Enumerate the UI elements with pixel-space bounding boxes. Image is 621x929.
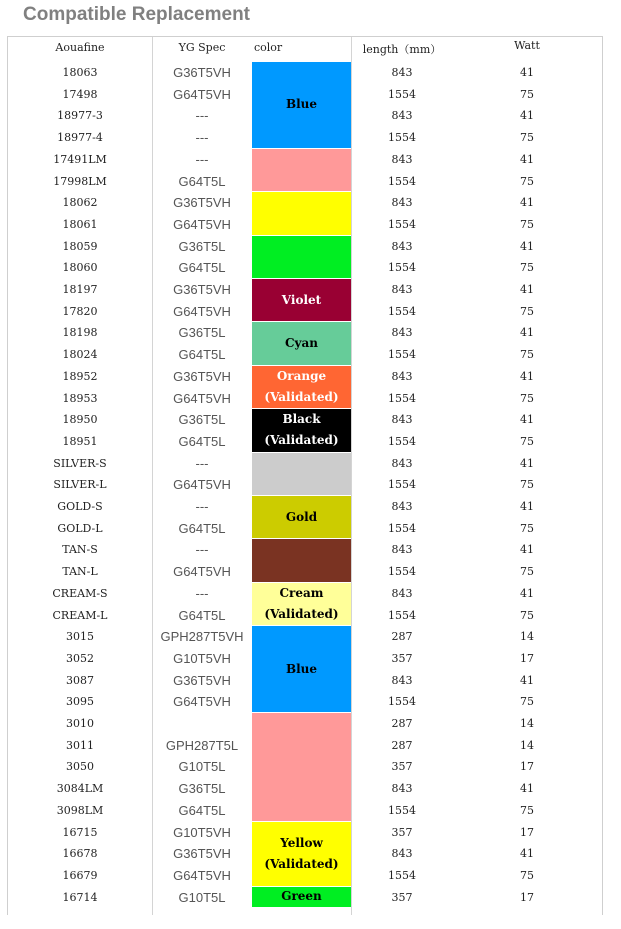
cell-length: 843 [391, 413, 413, 427]
color-swatch [252, 279, 351, 322]
cell-watt: 75 [520, 261, 534, 275]
color-label: Cyan [284, 336, 319, 351]
cell-watt: 41 [520, 283, 534, 296]
cell-spec: G10T5L [178, 889, 226, 905]
cell-length: 1554 [388, 478, 416, 492]
cell-aquafine: GOLD-S [57, 500, 103, 513]
replacement-table [7, 36, 603, 915]
page-title: Compatible Replacement [23, 4, 250, 25]
cell-length: 1554 [388, 565, 416, 579]
cell-spec: G36T5L [178, 325, 226, 341]
cell-aquafine: 3015 [66, 630, 94, 644]
cell-length: 843 [391, 283, 413, 296]
cell-aquafine: 3084LM [56, 782, 104, 796]
cell-spec: G64T5L [178, 347, 226, 363]
cell-spec: G36T5L [178, 238, 226, 254]
cell-aquafine: 17998LM [53, 174, 107, 188]
cell-length: 843 [391, 196, 413, 210]
cell-spec: G36T5VH [173, 195, 231, 211]
cell-watt: 41 [520, 196, 534, 210]
cell-spec: G64T5VH [173, 477, 231, 493]
color-label: (Validated) [264, 856, 339, 871]
header-aquafine: Aouafine [55, 41, 105, 54]
color-swatch [252, 583, 351, 626]
cell-aquafine: 18060 [62, 261, 98, 275]
cell-length: 843 [391, 586, 413, 600]
cell-aquafine: 16715 [62, 825, 98, 839]
color-swatch [252, 626, 351, 713]
color-swatch [252, 887, 351, 909]
cell-length: 843 [391, 152, 413, 166]
cell-watt: 75 [520, 608, 534, 622]
color-swatch [252, 496, 351, 539]
cell-watt: 41 [520, 456, 534, 470]
cell-watt: 75 [520, 131, 534, 145]
cell-spec: G64T5L [178, 802, 226, 818]
cell-aquafine: 17498 [62, 87, 98, 101]
color-swatch [252, 822, 351, 887]
cell-aquafine: CREAM-S [52, 586, 108, 600]
cell-watt: 41 [520, 413, 534, 427]
cell-watt: 14 [520, 738, 534, 752]
cell-aquafine: TAN-L [62, 565, 98, 579]
cell-aquafine: 17491LM [53, 152, 107, 166]
cell-length: 1554 [388, 261, 416, 275]
cell-watt: 41 [520, 782, 534, 796]
color-swatch [252, 366, 351, 409]
cell-length: 1554 [388, 348, 416, 362]
cell-watt: 41 [520, 586, 534, 600]
cell-spec: G36T5VH [173, 282, 231, 297]
cell-length: 843 [391, 782, 413, 796]
cell-aquafine: 18950 [62, 413, 98, 427]
cell-watt: 75 [520, 348, 534, 362]
cell-spec: --- [195, 455, 209, 471]
cell-spec: GPH287T5L [165, 737, 239, 753]
color-label: (Validated) [264, 606, 339, 621]
cell-length: 357 [391, 760, 413, 774]
cell-spec: G64T5VH [173, 564, 231, 580]
cell-aquafine: 3050 [66, 760, 94, 774]
color-swatch [252, 192, 351, 235]
cell-length: 843 [391, 369, 413, 383]
color-label: (Validated) [264, 389, 339, 404]
cell-watt: 75 [520, 304, 534, 318]
cell-watt: 41 [520, 369, 534, 383]
cell-spec: G10T5VH [173, 650, 231, 666]
cell-length: 1554 [388, 131, 416, 145]
color-label: Cream [279, 585, 324, 600]
cell-watt: 75 [520, 87, 534, 101]
cell-aquafine: 3052 [66, 651, 94, 665]
cell-aquafine: TAN-S [62, 543, 98, 557]
cell-watt: 75 [520, 695, 534, 709]
cell-spec: --- [195, 542, 209, 558]
cell-watt: 75 [520, 521, 534, 535]
cell-length: 357 [391, 651, 413, 665]
cell-spec: --- [195, 108, 209, 124]
cell-spec: --- [195, 499, 209, 514]
cell-spec: G10T5VH [173, 824, 231, 840]
cell-length: 1554 [388, 304, 416, 318]
cell-length: 1554 [388, 521, 416, 535]
cell-aquafine: 16714 [62, 890, 98, 904]
cell-length: 1554 [388, 87, 416, 101]
cell-watt: 75 [520, 391, 534, 405]
cell-length: 287 [391, 738, 413, 752]
cell-length: 287 [391, 630, 413, 644]
cell-length: 843 [391, 326, 413, 340]
cell-watt: 17 [520, 651, 534, 665]
cell-length: 1554 [388, 391, 416, 405]
cell-spec: G64T5VH [173, 390, 231, 406]
cell-spec: --- [195, 151, 209, 167]
cell-watt: 17 [520, 825, 534, 839]
cell-length: 287 [391, 717, 413, 730]
color-swatch [252, 409, 351, 452]
cell-spec: G10T5L [178, 759, 226, 775]
color-label: Gold [285, 509, 318, 524]
cell-aquafine: 18952 [62, 369, 98, 383]
cell-length: 357 [391, 825, 413, 839]
cell-spec: --- [195, 130, 209, 146]
cell-watt: 17 [520, 760, 534, 774]
cell-watt: 41 [520, 152, 534, 166]
color-label: Black [282, 412, 321, 427]
color-label: (Validated) [264, 433, 339, 448]
color-swatch [252, 322, 351, 365]
cell-aquafine: 18059 [62, 239, 98, 253]
cell-spec: G36T5VH [173, 846, 231, 862]
cell-spec: G64T5VH [173, 867, 231, 883]
color-label: Blue [285, 97, 318, 112]
header-yg-spec: YG Spec [178, 41, 226, 54]
cell-watt: 75 [520, 434, 534, 448]
cell-aquafine: 3098LM [56, 803, 104, 817]
color-label: Violet [281, 292, 322, 307]
cell-watt: 41 [520, 66, 534, 79]
cell-watt: 75 [520, 217, 534, 231]
cell-aquafine: SILVER-L [53, 478, 107, 492]
header-length: length（mm） [362, 43, 442, 56]
cell-length: 1554 [388, 174, 416, 188]
cell-spec: G36T5L [178, 412, 226, 428]
cell-length: 843 [391, 109, 413, 123]
cell-aquafine: 18063 [62, 66, 98, 79]
cell-spec: G64T5VH [173, 694, 231, 710]
cell-watt: 75 [520, 478, 534, 492]
cell-watt: 14 [520, 630, 534, 644]
cell-spec: G64T5VH [173, 303, 231, 319]
color-label: Yellow [280, 835, 323, 850]
cell-length: 843 [391, 456, 413, 470]
cell-aquafine: 18977-3 [57, 109, 103, 123]
cell-watt: 17 [520, 890, 534, 904]
cell-spec: GPH287T5VH [160, 629, 244, 645]
cell-aquafine: 17820 [62, 304, 98, 318]
cell-spec: G36T5VH [173, 672, 231, 688]
cell-aquafine: 18953 [62, 391, 98, 405]
cell-aquafine: 18061 [62, 217, 98, 231]
cell-spec: G64T5VH [173, 86, 231, 102]
cell-spec: --- [195, 585, 209, 601]
cell-watt: 75 [520, 565, 534, 579]
cell-watt: 75 [520, 868, 534, 882]
cell-aquafine: 3010 [66, 717, 94, 730]
color-swatch [252, 236, 351, 279]
cell-watt: 41 [520, 239, 534, 253]
color-swatch [252, 453, 351, 496]
color-swatch [252, 149, 351, 192]
cell-watt: 14 [520, 717, 534, 730]
color-swatch [252, 62, 351, 149]
header-watt: Watt [514, 39, 540, 52]
cell-aquafine: 3011 [66, 738, 94, 752]
cell-length: 843 [391, 673, 413, 687]
cell-watt: 41 [520, 673, 534, 687]
cell-length: 1554 [388, 695, 416, 709]
cell-spec: G36T5VH [173, 368, 231, 384]
cell-aquafine: 18024 [62, 348, 98, 362]
cell-length: 1554 [388, 608, 416, 622]
cell-length: 1554 [388, 434, 416, 448]
cell-aquafine: CREAM-L [52, 608, 108, 622]
cell-aquafine: 18951 [62, 434, 98, 448]
cell-length: 843 [391, 543, 413, 557]
color-swatch [252, 539, 351, 582]
cell-spec [152, 713, 252, 735]
cell-spec: G36T5VH [173, 65, 231, 80]
cell-length: 843 [391, 500, 413, 513]
cell-length: 1554 [388, 217, 416, 231]
cell-aquafine: SILVER-S [53, 456, 107, 470]
cell-aquafine: 18977-4 [57, 131, 103, 145]
cell-length: 843 [391, 239, 413, 253]
cell-watt: 75 [520, 803, 534, 817]
cell-spec: G64T5L [178, 433, 226, 449]
cell-aquafine: 3095 [66, 695, 94, 709]
cell-watt: 41 [520, 326, 534, 340]
cell-length: 843 [391, 66, 413, 79]
cell-aquafine: 16678 [62, 847, 98, 861]
cell-spec: G64T5VH [173, 216, 231, 232]
cell-spec: G64T5L [178, 173, 226, 189]
cell-aquafine: 18198 [62, 326, 98, 340]
cell-spec: G64T5L [178, 260, 226, 276]
cell-watt: 75 [520, 174, 534, 188]
color-label: Blue [285, 661, 318, 676]
cell-spec: G36T5L [178, 781, 226, 797]
color-label: Green [281, 889, 322, 904]
cell-watt: 41 [520, 543, 534, 557]
cell-watt: 41 [520, 109, 534, 123]
cell-watt: 41 [520, 500, 534, 513]
color-label: Orange [276, 368, 327, 383]
cell-length: 357 [391, 890, 413, 904]
cell-aquafine: GOLD-L [57, 521, 103, 535]
cell-aquafine: 16679 [62, 868, 98, 882]
cell-watt: 41 [520, 847, 534, 861]
cell-aquafine: 18197 [62, 283, 98, 296]
cell-length: 1554 [388, 803, 416, 817]
cell-length: 1554 [388, 868, 416, 882]
cell-aquafine: 3087 [66, 673, 94, 687]
cell-length: 843 [391, 847, 413, 861]
color-swatch [252, 713, 351, 822]
cell-spec: G64T5L [178, 607, 226, 623]
header-color: color [254, 41, 283, 54]
cell-spec: G64T5L [178, 520, 226, 536]
cell-aquafine: 18062 [62, 196, 98, 210]
